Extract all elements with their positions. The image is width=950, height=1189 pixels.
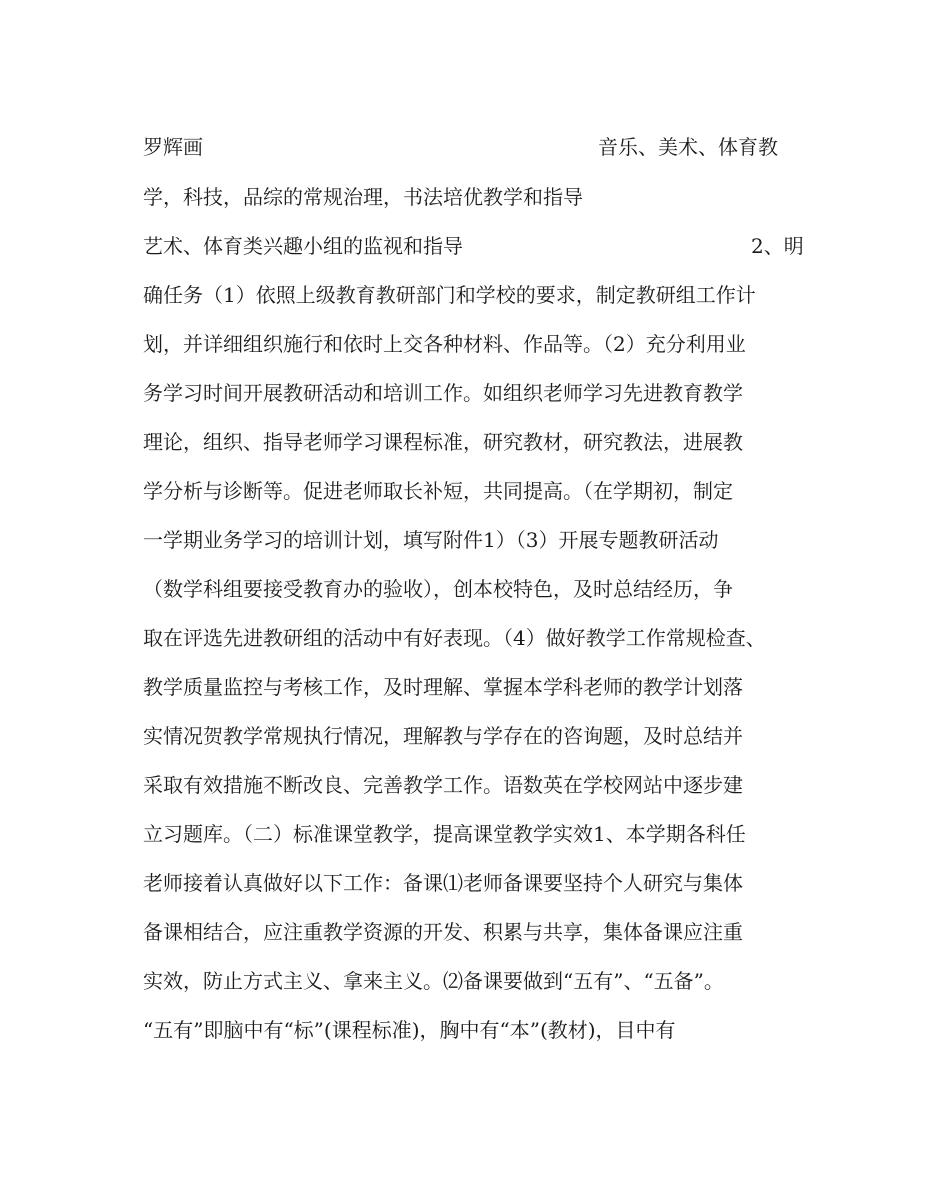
text-line: 确任务（1）依照上级教育教研部门和学校的要求，制定教研组工作计: [143, 283, 756, 307]
text-line: 实效，防止方式主义、拿来主义。⑵备课要做到“五有”、“五备”。: [143, 969, 724, 993]
text-line: 取在评选先进教研组的活动中有好表现。（4）做好教学工作常规检查、: [143, 626, 766, 650]
text-line: 老师接着认真做好以下工作：备课⑴老师备课要坚持个人研究与集体: [143, 871, 743, 895]
text-line: 理论，组织、指导老师学习课程标准，研究教材，研究教法，进展教: [143, 430, 743, 454]
text-line: 划，并详细组织施行和依时上交各种材料、作品等。（2）充分利用业: [143, 332, 746, 356]
text-line: “五有”即脑中有“标”(课程标准)，胸中有“本”(教材)，目中有: [143, 1018, 676, 1042]
text-line: 教学质量监控与考核工作，及时理解、掌握本学科老师的教学计划落: [143, 675, 743, 699]
text-line: 采取有效措施不断改良、完善教学工作。语数英在学校网站中逐步建: [143, 773, 743, 797]
text-line: 立习题库。（二）标准课堂教学，提高课堂教学实效1、本学期各科任: [143, 822, 746, 846]
text-line: [143, 229, 823, 263]
text-line: 实情况贺教学常规执行情况，理解教与学存在的咨询题，及时总结并: [143, 724, 743, 748]
text-line: 备课相结合，应注重教学资源的开发、积累与共享，集体备课应注重: [143, 920, 743, 944]
text-line: （数学科组要接受教育办的验收），创本校特色，及时总结经历，争: [143, 577, 733, 601]
text-line: 学分析与诊断等。促进老师取长补短，共同提高。（在学期初，制定: [143, 479, 733, 503]
text-segment-left: 艺术、体育类兴趣小组的监视和指导: [143, 234, 463, 258]
text-line: 一学期业务学习的培训计划，填写附件1）（3）开展专题教研活动: [143, 528, 719, 552]
text-segment-left: 罗辉画: [143, 135, 203, 159]
text-segment-right: 2、明: [751, 234, 804, 258]
text-line: [143, 130, 823, 164]
text-segment-right: 音乐、美术、体育教: [598, 135, 778, 159]
text-line: 学，科技，品综的常规治理，书法培优教学和指导: [143, 185, 583, 209]
text-line: 务学习时间开展教研活动和培训工作。如组织老师学习先进教育教学: [143, 381, 743, 405]
